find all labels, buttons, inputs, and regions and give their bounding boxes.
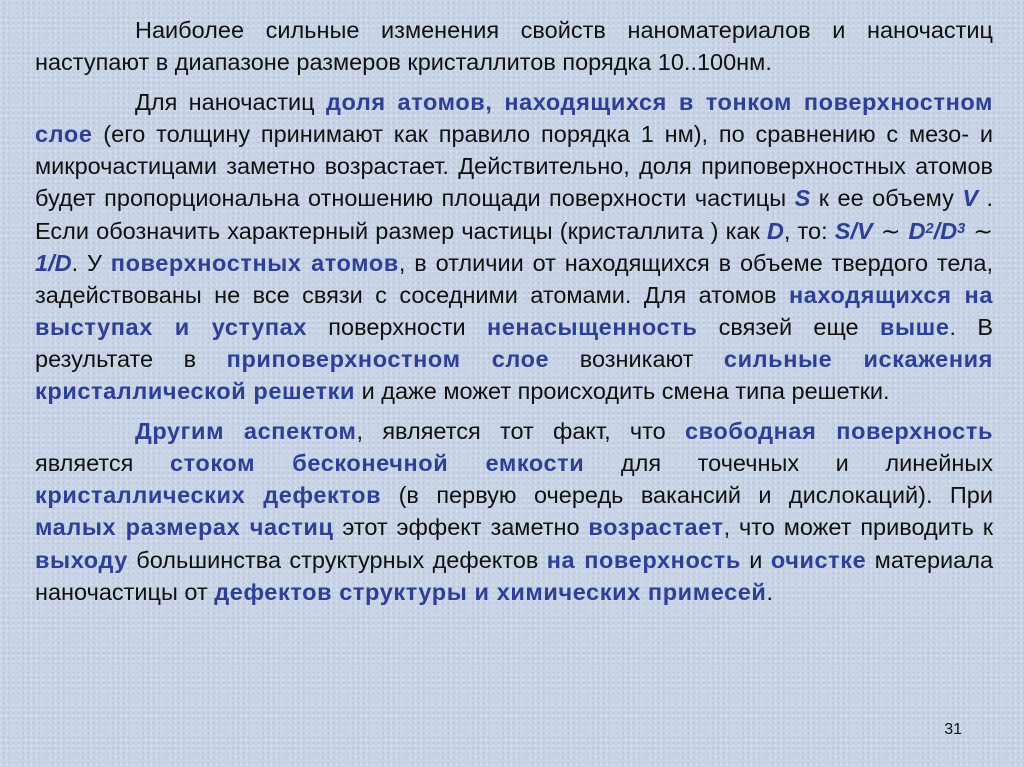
p3-highlight: Другим аспектом [135, 418, 357, 445]
p3-text: материала наночастицы от [35, 546, 994, 605]
p2-highlight: доля атомов, находящихся в тонком поверхностном слое [35, 89, 993, 148]
p3-text: , что может приводить к [723, 514, 994, 541]
p2-text: Для наночастиц [135, 89, 326, 116]
p3-highlight: свободная поверхность [685, 418, 994, 445]
slash: / [933, 217, 941, 244]
p3-text: является [35, 450, 170, 477]
paragraph-2 [35, 86, 993, 407]
symbol-d-cubed: D [940, 217, 958, 244]
paragraph-3 [35, 415, 993, 608]
p2-text: . У [71, 249, 111, 276]
p3-highlight: очистке [770, 546, 867, 573]
p2-highlight: приповерхностном слое [226, 345, 550, 372]
p3-text: и [740, 546, 771, 573]
page-number: 31 [944, 721, 962, 738]
slide-body [35, 14, 993, 608]
p3-highlight: на поверхность [546, 546, 741, 573]
p3-text: . [766, 578, 773, 605]
symbol-d-squared: D [908, 217, 926, 244]
p3-highlight: возрастает [588, 514, 724, 541]
p2-text: , в отличии от находящихся в объеме твердого тела, задействованы не все связи с соседними атомами. Для атомов [35, 249, 993, 308]
p3-highlight: кристаллических дефектов [35, 482, 382, 509]
symbol-v: V [962, 185, 978, 212]
p3-text: для точечных и линейных [584, 450, 993, 477]
p2-text: возникают [549, 345, 724, 372]
symbol-d: D [766, 217, 784, 244]
p3-text: (в первую очередь вакансий и дислокаций). При [381, 482, 994, 509]
paragraph-1: Наиболее сильные изменения свойств наноматериалов и наночастиц наступают в диапазоне размеров кристаллитов порядка 10..100нм. [35, 17, 993, 76]
p2-text: . В результате в [35, 313, 994, 372]
p3-highlight: малых размерах частиц [35, 514, 334, 541]
symbol-d-inverse: D [54, 249, 72, 276]
p2-highlight: ненасыщенность [486, 313, 698, 340]
p3-text: этот эффект заметно [333, 514, 589, 541]
proportional-sign: ~ [965, 216, 993, 245]
inverse-prefix: 1/ [35, 249, 55, 276]
ratio-s-v: S/V [834, 217, 873, 244]
p2-highlight: находящихся на выступах и уступах [35, 281, 994, 340]
p2-text: поверхности [307, 313, 487, 340]
p2-text: (его толщину принимают как правило порядка 1 нм), по сравнению с мезо- и микрочастицами заметно возрастает. Действительно, доля приповерхностных атомов будет пропорциональна отношению площади поверхности частицы [35, 121, 993, 212]
p3-text: , является тот факт, что [356, 418, 685, 445]
p2-highlight: поверхностных атомов [110, 249, 399, 276]
p3-highlight: стоком бесконечной емкости [169, 450, 585, 477]
proportional-sign: ~ [872, 216, 909, 245]
exponent-2: 2 [925, 221, 934, 238]
p2-text: связей еще [697, 313, 880, 340]
p2-highlight: сильные искажения кристаллической решетки [35, 345, 993, 405]
exponent-3: 3 [957, 221, 966, 238]
symbol-s: S [794, 185, 811, 212]
p2-text: , то: [783, 217, 835, 244]
p2-text: . Если обозначить характерный размер частицы (кристаллита ) как [35, 185, 994, 244]
p2-text: и даже может происходить смена типа решетки. [355, 378, 890, 405]
p2-highlight: выше [879, 313, 950, 340]
p3-highlight: дефектов структуры и химических примесей [214, 578, 767, 605]
p2-text: к ее объему [810, 185, 963, 212]
p3-text: большинства структурных дефектов [127, 546, 547, 573]
p3-highlight: выходу [35, 546, 128, 573]
